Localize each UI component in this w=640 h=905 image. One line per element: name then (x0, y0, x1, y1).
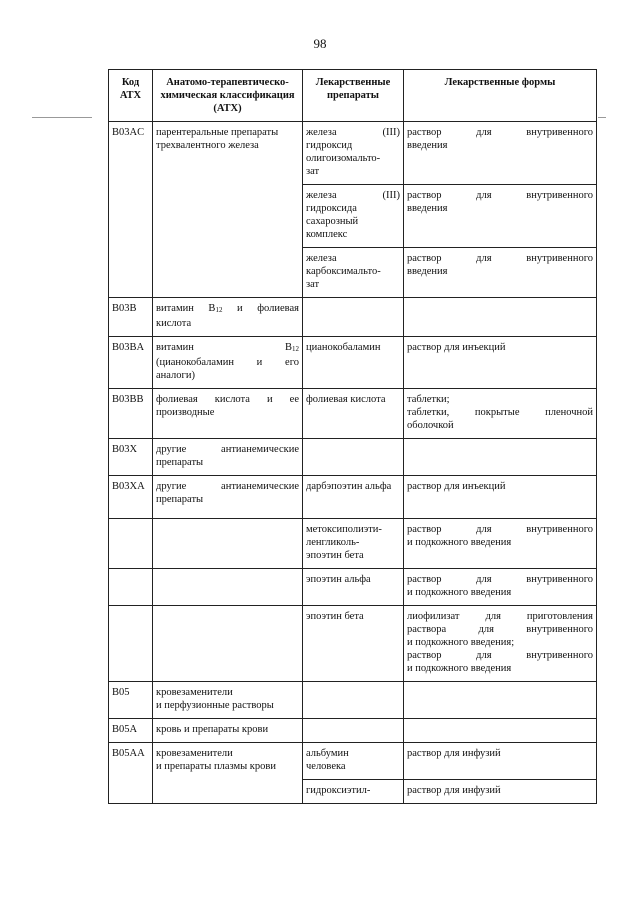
atx-classification (153, 337, 303, 389)
atx-classification (153, 569, 303, 606)
dosage-form: раствор для инфузий (404, 780, 597, 804)
form-line: раствор для внутривенного (407, 253, 593, 264)
atx-code: B03BA (109, 337, 153, 389)
class-suffix: и фолиевая кислота (156, 303, 299, 329)
form-line: введения (407, 140, 448, 151)
class-line: другие антианемические (156, 444, 299, 455)
atx-classification: кровь и препараты крови (153, 719, 303, 743)
class-line: препараты (156, 457, 204, 468)
drug-name (303, 719, 404, 743)
atx-code: B03XA (109, 476, 153, 519)
atx-code: B03BB (109, 389, 153, 439)
drug-line: олигоизомальто- (306, 153, 381, 164)
class-line: другие антианемические (156, 481, 299, 492)
form-line: введения (407, 266, 448, 277)
left-margin-mark (32, 117, 92, 118)
dosage-form (404, 439, 597, 476)
dosage-form (404, 519, 597, 569)
atx-code: B05 (109, 682, 153, 719)
table-row (109, 298, 597, 337)
dosage-form (404, 389, 597, 439)
form-line: и подкожного введения (407, 537, 512, 548)
class-prefix: витамин B (156, 303, 216, 314)
dosage-form: раствор для инъекций (404, 337, 597, 389)
table-header-row (109, 70, 597, 122)
drug-line: карбоксимальто- (306, 266, 381, 277)
dosage-form (404, 298, 597, 337)
class-prefix: витамин B (156, 342, 292, 353)
atx-code (109, 519, 153, 569)
drug-name (303, 682, 404, 719)
form-line: раствор для внутривенного (407, 127, 593, 138)
drug-name: фолиевая кислота (303, 389, 404, 439)
drug-line: железа (III) (306, 190, 400, 201)
form-line: раствор для внутривенного (407, 190, 593, 201)
form-line: лиофилизат для приготовления (407, 611, 593, 622)
class-line: и перфузионные растворы (156, 700, 274, 711)
class-line: производные (156, 407, 215, 418)
drug-line: железа (III) (306, 127, 400, 138)
class-subscript: 12 (292, 345, 299, 353)
table-row (109, 719, 597, 743)
atx-classification (153, 439, 303, 476)
atx-code: B03X (109, 439, 153, 476)
drug-line: зат (306, 166, 320, 177)
dosage-form (404, 248, 597, 298)
atx-classification (153, 606, 303, 682)
dosage-form (404, 606, 597, 682)
class-line: препараты (156, 494, 204, 505)
atx-classification (153, 476, 303, 519)
dosage-form: раствор для инъекций (404, 476, 597, 519)
drug-line: гидроксида (306, 203, 357, 214)
drug-name (303, 122, 404, 185)
atx-code: B05A (109, 719, 153, 743)
dosage-form (404, 569, 597, 606)
right-margin-mark (598, 117, 606, 118)
drug-line: зат (306, 279, 320, 290)
drug-name (303, 298, 404, 337)
header-forms: Лекарственные формы (404, 70, 597, 122)
class-line: кровезаменители (156, 748, 233, 759)
drug-line: человека (306, 761, 346, 772)
table-row (109, 606, 597, 682)
atx-code (109, 606, 153, 682)
drug-line: железа (306, 253, 337, 264)
drug-line: комплекс (306, 229, 348, 240)
form-line: и подкожного введения (407, 663, 512, 674)
table-row (109, 337, 597, 389)
atx-code: B03B (109, 298, 153, 337)
dosage-form (404, 122, 597, 185)
dosage-form (404, 185, 597, 248)
class-line: кровезаменители (156, 687, 233, 698)
drug-line: гидроксид (306, 140, 353, 151)
class-line: фолиевая кислота и ее (156, 394, 299, 405)
drug-line: сахарозный (306, 216, 359, 227)
table-row (109, 743, 597, 780)
dosage-form (404, 682, 597, 719)
drug-name (303, 439, 404, 476)
drug-name: дарбэпоэтин альфа (303, 476, 404, 519)
form-line: раствор для внутривенного (407, 574, 593, 585)
atx-classification (153, 682, 303, 719)
table-row (109, 122, 597, 185)
table-row (109, 682, 597, 719)
table-row (109, 439, 597, 476)
drug-line: альбумин (306, 748, 349, 759)
atx-classification (153, 389, 303, 439)
header-classification: Анатомо-терапевтическо-химическая классификация (АТХ) (153, 70, 303, 122)
form-line: введения (407, 203, 448, 214)
class-line (156, 341, 299, 356)
drug-name: гидроксиэтил- (303, 780, 404, 804)
dosage-form (404, 719, 597, 743)
header-code: Код АТХ (109, 70, 153, 122)
atx-code (109, 569, 153, 606)
class-line: и препараты плазмы крови (156, 761, 276, 772)
drug-line: метоксиполиэти- (306, 524, 382, 535)
class-line: аналоги) (156, 370, 195, 381)
atx-classification: парентеральные препараты трехвалентного железа (153, 122, 303, 298)
atx-code: B05AA (109, 743, 153, 804)
form-line: и подкожного введения (407, 587, 512, 598)
atx-table (108, 69, 597, 804)
dosage-form: раствор для инфузий (404, 743, 597, 780)
drug-name (303, 185, 404, 248)
atx-code: B03AC (109, 122, 153, 298)
form-line: оболочкой (407, 420, 454, 431)
form-line: таблетки; (407, 394, 450, 405)
form-line: и подкожного введения; (407, 637, 515, 648)
drug-line: эпоэтин бета (306, 550, 364, 561)
form-line: раствор для внутривенного (407, 524, 593, 535)
drug-line: ленгликоль- (306, 537, 360, 548)
form-line: раствор для внутривенного (407, 650, 593, 661)
drug-name (303, 519, 404, 569)
atx-classification (153, 743, 303, 804)
table-row (109, 569, 597, 606)
drug-name (303, 743, 404, 780)
drug-name (303, 248, 404, 298)
table-row (109, 389, 597, 439)
form-line: раствора для внутривенного (407, 624, 593, 635)
class-subscript: 12 (215, 306, 223, 314)
page-number: 98 (313, 36, 327, 51)
table-row (109, 519, 597, 569)
drug-name: цианокобаламин (303, 337, 404, 389)
drug-name: эпоэтин бета (303, 606, 404, 682)
class-line: (цианокобаламин и его (156, 357, 299, 368)
form-line: таблетки, покрытые пленочной (407, 407, 593, 418)
drug-name: эпоэтин альфа (303, 569, 404, 606)
atx-classification (153, 298, 303, 337)
header-drugs: Лекарственные препараты (303, 70, 404, 122)
table-row (109, 476, 597, 519)
atx-classification (153, 519, 303, 569)
